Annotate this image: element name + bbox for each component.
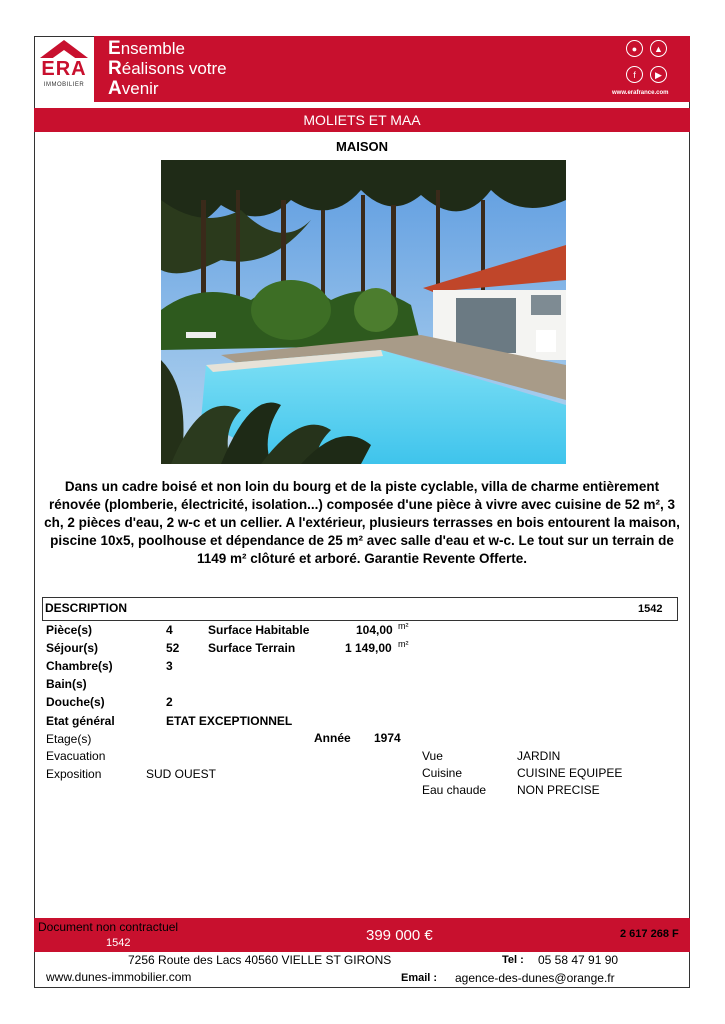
agency-email[interactable]: agence-des-dunes@orange.fr: [455, 971, 615, 985]
property-type: MAISON: [336, 139, 388, 154]
living-label: Séjour(s): [46, 641, 99, 655]
agency-website[interactable]: www.dunes-immobilier.com: [46, 970, 192, 984]
view-value: JARDIN: [517, 749, 561, 763]
exposure-label: Exposition: [46, 767, 102, 781]
baths-label: Bain(s): [46, 677, 87, 691]
reference-number: 1542: [638, 603, 663, 615]
email-label: Email :: [401, 972, 438, 984]
property-description: Dans un cadre boisé et non loin du bourg et de la piste cyclable, villa de charme entièrement rénovée (plomberie, électricité, isolation...) composée d'une pièce à vivre avec cuisine de 52 m², 3 ch, 2 pièces d'eau, 2 w-c et un cellier. A l'extérieur, plusieurs terrasses en bois entourent la maison, piscine 10x5, poolhouse et dépendance de 25 m² avec salle d'eau et w-c. Le tout sur un terrain de 1149 m² clôturé et arboré. Garantie Revente Offerte.: [44, 479, 680, 566]
era-logo: [36, 38, 90, 98]
hot-water-label: Eau chaude: [422, 783, 487, 797]
agency-address: 7256 Route des Lacs 40560 VIELLE ST GIRONS: [128, 953, 392, 967]
showers-value: 2: [166, 695, 173, 709]
living-value: 52: [166, 641, 180, 655]
price-francs: 2 617 268 F: [620, 928, 679, 940]
living-area-value: 104,00: [356, 623, 393, 637]
floor-label: Etage(s): [46, 732, 92, 746]
slogan: Ensemble Réalisons votre Avenir: [108, 38, 227, 99]
kitchen-label: Cuisine: [422, 766, 463, 780]
land-area-value: 1 149,00: [345, 641, 392, 655]
footer-reference: 1542: [106, 937, 131, 949]
era-website[interactable]: www.erafrance.com: [612, 90, 669, 96]
tel-label: Tel :: [502, 954, 524, 966]
price: 399 000 €: [366, 927, 433, 944]
evacuation-label: Evacuation: [46, 749, 106, 763]
kitchen-value: CUISINE EQUIPEE: [517, 766, 623, 780]
logo-name: ERA: [41, 58, 87, 80]
apple-icon[interactable]: ●: [626, 40, 643, 57]
disclaimer: Document non contractuel: [38, 920, 179, 934]
condition-value: ETAT EXCEPTIONNEL: [166, 714, 293, 728]
showers-label: Douche(s): [46, 695, 105, 709]
youtube-icon[interactable]: ▶: [650, 66, 667, 83]
living-area-label: Surface Habitable: [208, 623, 310, 637]
land-area-label: Surface Terrain: [208, 641, 296, 655]
land-area-unit: m²: [398, 639, 409, 649]
hot-water-value: NON PRECISE: [517, 783, 600, 797]
description-label: DESCRIPTION: [45, 601, 128, 615]
living-area-unit: m²: [398, 621, 409, 631]
bedrooms-label: Chambre(s): [46, 659, 113, 673]
year-value: 1974: [374, 731, 401, 745]
property-photo: [161, 160, 566, 464]
agency-phone[interactable]: 05 58 47 91 90: [538, 953, 619, 967]
rooms-value: 4: [166, 623, 173, 637]
android-icon[interactable]: ▲: [650, 40, 667, 57]
city-title: MOLIETS ET MAA: [34, 108, 690, 132]
facebook-icon[interactable]: f: [626, 66, 643, 83]
view-label: Vue: [422, 749, 443, 763]
logo-sub: IMMOBILIER: [43, 82, 85, 88]
exposure-value: SUD OUEST: [146, 767, 217, 781]
condition-label: Etat général: [46, 714, 115, 728]
bedrooms-value: 3: [166, 659, 173, 673]
rooms-label: Pièce(s): [46, 623, 93, 637]
year-label: Année: [314, 731, 351, 745]
description-header-box: [42, 597, 678, 621]
